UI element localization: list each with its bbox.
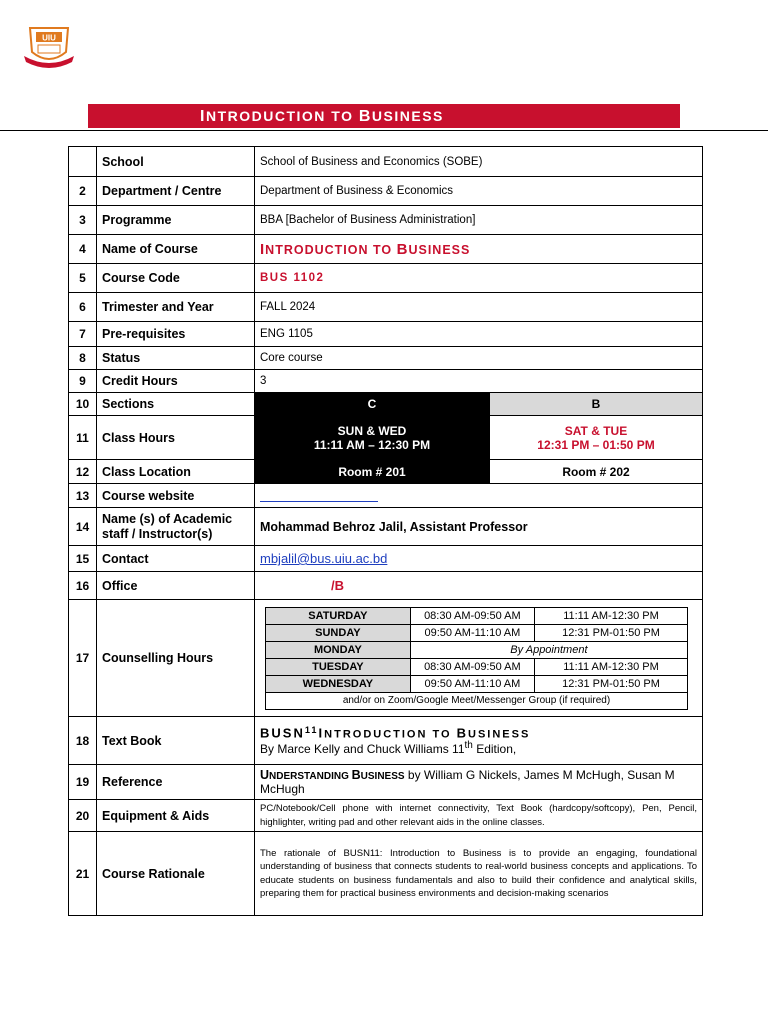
trimester-value: FALL 2024	[255, 293, 703, 322]
website-value	[255, 484, 703, 508]
status-label: Status	[97, 347, 255, 370]
row-contact	[69, 546, 703, 572]
reference-title-initial-2: B	[351, 768, 361, 782]
website-link[interactable]	[260, 487, 378, 502]
section-b-header: B	[490, 393, 703, 416]
textbook-title	[260, 725, 697, 741]
row-course-name	[69, 235, 703, 264]
row-office	[69, 572, 703, 600]
schedule-footer-row	[266, 692, 688, 709]
textbook-title-initial-2: B	[456, 725, 469, 741]
section-c-header: C	[255, 393, 490, 416]
instructor-value: Mohammad Behroz Jalil, Assistant Professor	[255, 508, 703, 546]
course-name-part-2: USINESS	[408, 242, 471, 257]
row-number: 8	[69, 347, 97, 370]
schedule-day: SUNDAY	[266, 624, 411, 641]
course-name-part-1: NTRODUCTION TO	[265, 242, 397, 257]
reference-title-initial-1: U	[260, 768, 270, 782]
row-programme	[69, 206, 703, 235]
course-name-initial-1: I	[260, 240, 266, 258]
row-number: 10	[69, 393, 97, 416]
schedule-slot: 08:30 AM-09:50 AM	[410, 658, 534, 675]
textbook-author-post: Edition,	[472, 742, 517, 757]
department-label: Department / Centre	[97, 177, 255, 206]
schedule-slot: 12:31 PM-01:50 PM	[535, 675, 688, 692]
row-number: 5	[69, 264, 97, 293]
row-website	[69, 484, 703, 508]
schedule-row	[266, 658, 688, 675]
programme-value: BBA [Bachelor of Business Administration]	[255, 206, 703, 235]
schedule-day: WEDNESDAY	[266, 675, 411, 692]
row-number: 13	[69, 484, 97, 508]
row-number: 4	[69, 235, 97, 264]
office-room: /B	[331, 578, 344, 593]
row-rationale	[69, 832, 703, 916]
title-banner	[88, 104, 680, 128]
row-trimester	[69, 293, 703, 322]
counselling-label: Counselling Hours	[97, 600, 255, 717]
schedule-row	[266, 675, 688, 692]
svg-text:UIU: UIU	[42, 33, 56, 43]
office-label: Office	[97, 572, 255, 600]
reference-authors: by William G Nickels, James M McHugh, Susan M McHugh	[260, 768, 675, 796]
schedule-slot: 11:11 AM-12:30 PM	[535, 658, 688, 675]
course-code-value: BUS 1102	[255, 264, 703, 293]
textbook-title-initial-1: I	[318, 725, 325, 741]
row-number-1	[69, 147, 97, 177]
row-number: 14	[69, 508, 97, 546]
row-number: 20	[69, 800, 97, 832]
equipment-value: PC/Notebook/Cell phone with internet connectivity, Text Book (hardcopy/softcopy), Pen, Pencil, highlighter, writing pad and other relevant aids in the online classes.	[255, 800, 703, 832]
status-value: Core course	[255, 347, 703, 370]
course-name-initial-2: B	[396, 240, 409, 258]
prereq-value: ENG 1105	[255, 322, 703, 347]
section-b-hours	[490, 416, 703, 460]
reference-value	[255, 765, 703, 800]
row-number: 7	[69, 322, 97, 347]
textbook-label: Text Book	[97, 717, 255, 765]
section-b-time: 12:31 PM – 01:50 PM	[537, 437, 655, 452]
credit-value: 3	[255, 370, 703, 393]
counselling-cell	[255, 600, 703, 717]
university-logo-icon	[22, 22, 76, 72]
course-name-label: Name of Course	[97, 235, 255, 264]
department-value: Department of Business & Economics	[255, 177, 703, 206]
schedule-row	[266, 641, 688, 658]
row-number: 11	[69, 416, 97, 460]
banner-title-initial-1: I	[200, 108, 206, 125]
schedule-footer: and/or on Zoom/Google Meet/Messenger Group (if required)	[266, 692, 688, 709]
section-c-days: SUN & WED	[337, 423, 407, 438]
row-department	[69, 177, 703, 206]
sections-label: Sections	[97, 393, 255, 416]
row-textbook	[69, 717, 703, 765]
section-c-room: Room # 201	[255, 460, 490, 484]
reference-label: Reference	[97, 765, 255, 800]
textbook-code-sup: 11	[304, 724, 319, 735]
banner-title-part-1: NTRODUCTION TO	[205, 108, 359, 124]
row-prereq	[69, 322, 703, 347]
row-location	[69, 460, 703, 484]
row-instructor	[69, 508, 703, 546]
school-value: School of Business and Economics (SOBE)	[255, 147, 703, 177]
row-course-code	[69, 264, 703, 293]
schedule-slot: 08:30 AM-09:50 AM	[410, 607, 534, 624]
row-number: 12	[69, 460, 97, 484]
row-sections	[69, 393, 703, 416]
schedule-day: TUESDAY	[266, 658, 411, 675]
section-b-room: Room # 202	[490, 460, 703, 484]
counselling-schedule	[265, 607, 688, 710]
reference-title-part-2: USINESS	[360, 771, 405, 782]
class-hours-label: Class Hours	[97, 416, 255, 460]
schedule-slot: 12:31 PM-01:50 PM	[535, 624, 688, 641]
course-code-label: Course Code	[97, 264, 255, 293]
equipment-label: Equipment & Aids	[97, 800, 255, 832]
row-number: 3	[69, 206, 97, 235]
textbook-title-part-2: USINESS	[468, 728, 531, 741]
rationale-value: The rationale of BUSN11: Introduction to Business is to provide an engaging, foundational understanding of business that connects students to real-world business concepts and applications. To educate students on business fundamentals and also to build their confidence and analytical skills, preparing them for practical business environments and decision-making scenarios	[255, 832, 703, 916]
row-class-hours	[69, 416, 703, 460]
textbook-author	[260, 740, 697, 756]
row-number: 17	[69, 600, 97, 717]
row-school	[69, 147, 703, 177]
contact-label: Contact	[97, 546, 255, 572]
textbook-title-part-1: NTRODUCTION TO	[324, 728, 457, 741]
row-number: 2	[69, 177, 97, 206]
office-value	[255, 572, 703, 600]
schedule-slot: 09:50 AM-11:10 AM	[410, 675, 534, 692]
programme-label: Programme	[97, 206, 255, 235]
row-number: 15	[69, 546, 97, 572]
schedule-day: MONDAY	[266, 641, 411, 658]
school-label: School	[97, 147, 255, 177]
row-status	[69, 347, 703, 370]
row-number: 9	[69, 370, 97, 393]
section-c-time: 11:11 AM – 12:30 PM	[313, 437, 431, 452]
section-b-days: SAT & TUE	[564, 423, 628, 438]
textbook-value	[255, 717, 703, 765]
row-number: 19	[69, 765, 97, 800]
schedule-slot: 09:50 AM-11:10 AM	[410, 624, 534, 641]
schedule-slot: 11:11 AM-12:30 PM	[535, 607, 688, 624]
instructor-label-line2: staff / Instructor(s)	[102, 526, 213, 541]
schedule-row	[266, 624, 688, 641]
textbook-code: BUSN	[260, 725, 305, 741]
textbook-author-sup: th	[464, 740, 473, 752]
instructor-label	[97, 508, 255, 546]
prereq-label: Pre-requisites	[97, 322, 255, 347]
row-number: 16	[69, 572, 97, 600]
row-equipment	[69, 800, 703, 832]
rationale-label: Course Rationale	[97, 832, 255, 916]
row-number: 6	[69, 293, 97, 322]
schedule-day: SATURDAY	[266, 607, 411, 624]
textbook-author-pre: By Marce Kelly and Chuck Williams 11	[260, 742, 465, 757]
trimester-label: Trimester and Year	[97, 293, 255, 322]
banner-title-initial-2: B	[358, 108, 372, 125]
row-number: 21	[69, 832, 97, 916]
row-counselling	[69, 600, 703, 717]
location-label: Class Location	[97, 460, 255, 484]
row-number: 18	[69, 717, 97, 765]
course-info-table	[68, 146, 703, 916]
row-reference	[69, 765, 703, 800]
course-name-value	[255, 235, 703, 264]
website-label: Course website	[97, 484, 255, 508]
row-credit	[69, 370, 703, 393]
contact-email-link[interactable]: mbjalil@bus.uiu.ac.bd	[260, 551, 388, 566]
header-rule	[0, 130, 768, 131]
schedule-row	[266, 607, 688, 624]
schedule-note: By Appointment	[410, 641, 687, 658]
section-c-hours	[255, 416, 490, 460]
credit-label: Credit Hours	[97, 370, 255, 393]
reference-title-part-1: NDERSTANDING	[269, 771, 352, 782]
instructor-label-line1: Name (s) of Academic	[102, 511, 233, 526]
contact-value	[255, 546, 703, 572]
banner-title-part-2: USINESS	[371, 108, 444, 124]
